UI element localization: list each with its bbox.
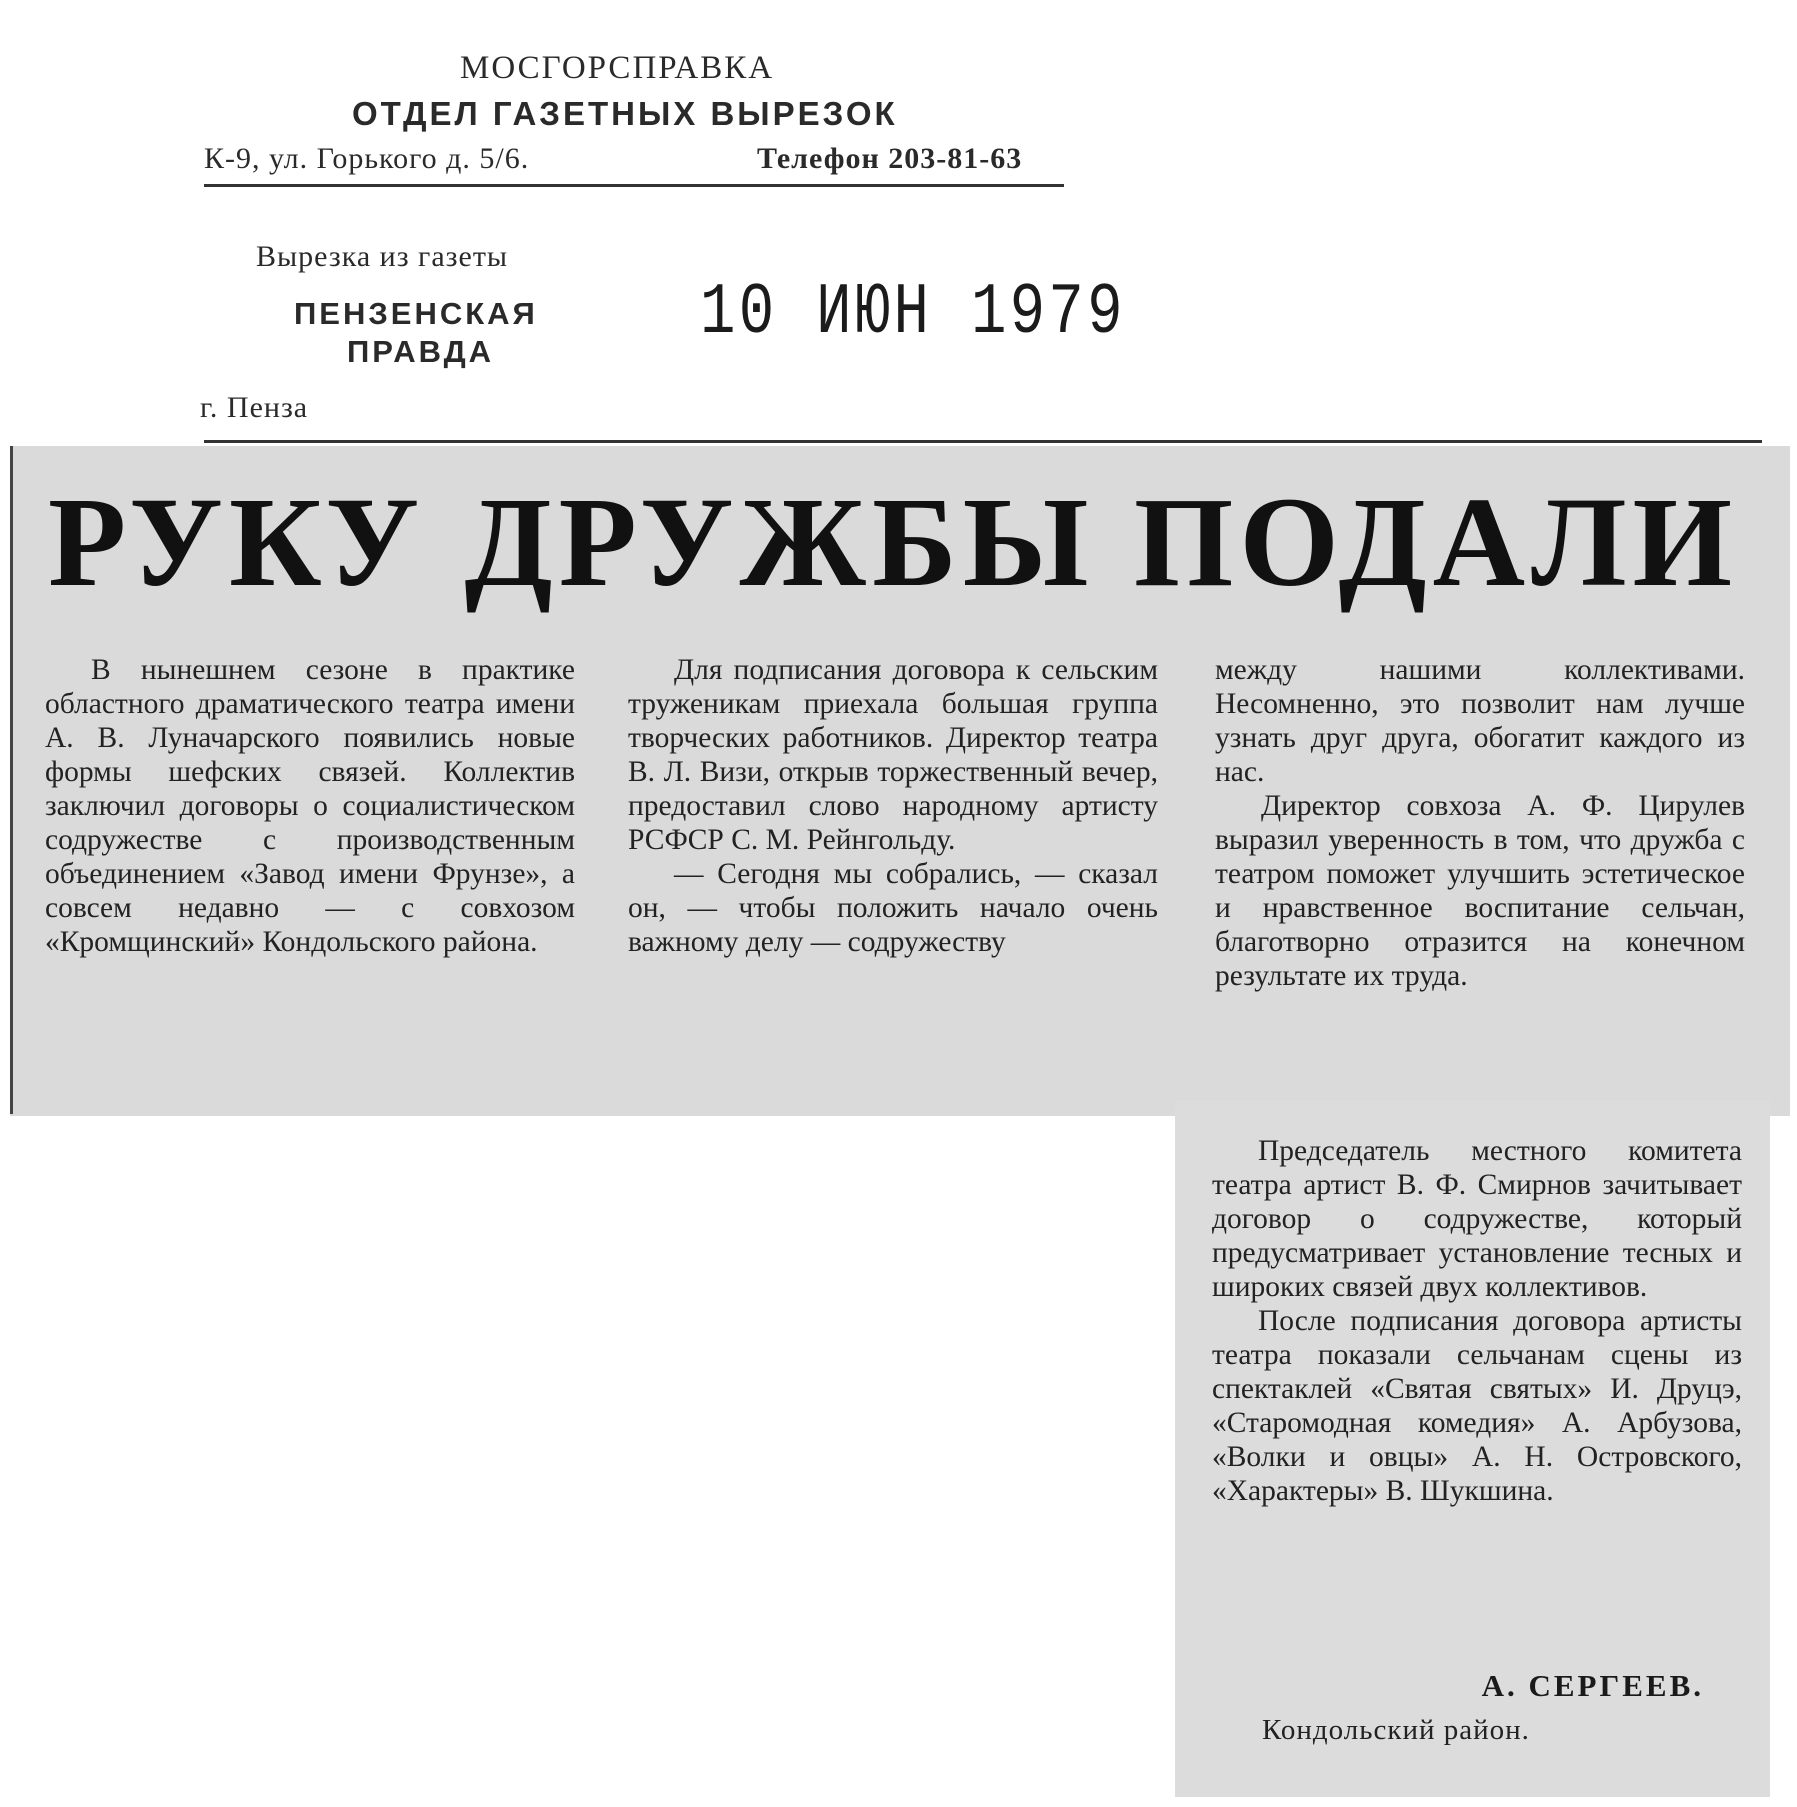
- clipping-left-edge: [10, 446, 13, 1114]
- header-divider: [204, 184, 1064, 187]
- article-column-3-continued: [1212, 1134, 1742, 1508]
- newspaper-name-line1: ПЕНЗЕНСКАЯ: [294, 296, 538, 331]
- agency-address: К-9, ул. Горького д. 5/6.: [204, 142, 530, 175]
- paragraph: Директор совхоза А. Ф. Цирулев выразил уверенность в том, что дружба с театром поможет улучшить эстетическое и нравственное воспитание сельчан, благотворно отразится на конечном результате их труда.: [1215, 790, 1745, 992]
- department-name: ОТДЕЛ ГАЗЕТНЫХ ВЫРЕЗОК: [352, 95, 898, 132]
- paragraph: между нашими коллективами. Несомненно, это позволит нам лучше узнать друг друга, обогатит каждого из нас.: [1215, 654, 1745, 788]
- newspaper-name-line2: ПРАВДА: [347, 334, 495, 369]
- paragraph: Председатель местного комитета театра артист В. Ф. Смирнов зачитывает договор о содружестве, который предусматривает установление тесных и широких связей двух коллективов.: [1212, 1135, 1742, 1303]
- paragraph: Для подписания договора к сельским труженикам приехала большая группа творческих работников. Директор театра В. Л. Визи, открыв торжественный вечер, предоставил слово народному артисту РСФСР С. М. Рейнгольду.: [628, 654, 1158, 856]
- article-column-1: [45, 653, 575, 959]
- article-column-2: [628, 653, 1158, 959]
- agency-phone: Телефон 203-81-63: [757, 142, 1023, 175]
- cutting-label: Вырезка из газеты: [256, 240, 509, 273]
- paragraph: В нынешнем сезоне в практике областного драматического театра имени А. В. Луначарского появились новые формы шефских связей. Коллектив заключил договоры о социалистическом содружестве с производственным объединением «Завод имени Фрунзе», а совсем недавно — с совхозом «Кромщинский» Кондольского района.: [45, 654, 575, 958]
- article-author: А. СЕРГЕЕВ.: [1481, 1668, 1704, 1703]
- article-headline: РУКУ ДРУЖБЫ ПОДАЛИ: [48, 471, 1738, 613]
- agency-name: МОСГОРСПРАВКА: [460, 50, 775, 86]
- paragraph: — Сегодня мы собрались, — сказал он, — чтобы положить начало очень важному делу — содружеству: [628, 858, 1158, 958]
- newspaper-city: г. Пенза: [200, 391, 309, 424]
- author-location: Кондольский район.: [1262, 1714, 1530, 1746]
- paragraph: После подписания договора артисты театра показали сельчанам сцены из спектаклей «Святая святых» И. Друцэ, «Старомодная комедия» А. Арбузова, «Волки и овцы» А. Н. Островского, «Характеры» В. Шукшина.: [1212, 1305, 1742, 1507]
- date-stamp: 10 ИЮН 1979: [700, 272, 1126, 354]
- clipping-top-rule: [204, 440, 1762, 443]
- article-column-3: [1215, 653, 1745, 993]
